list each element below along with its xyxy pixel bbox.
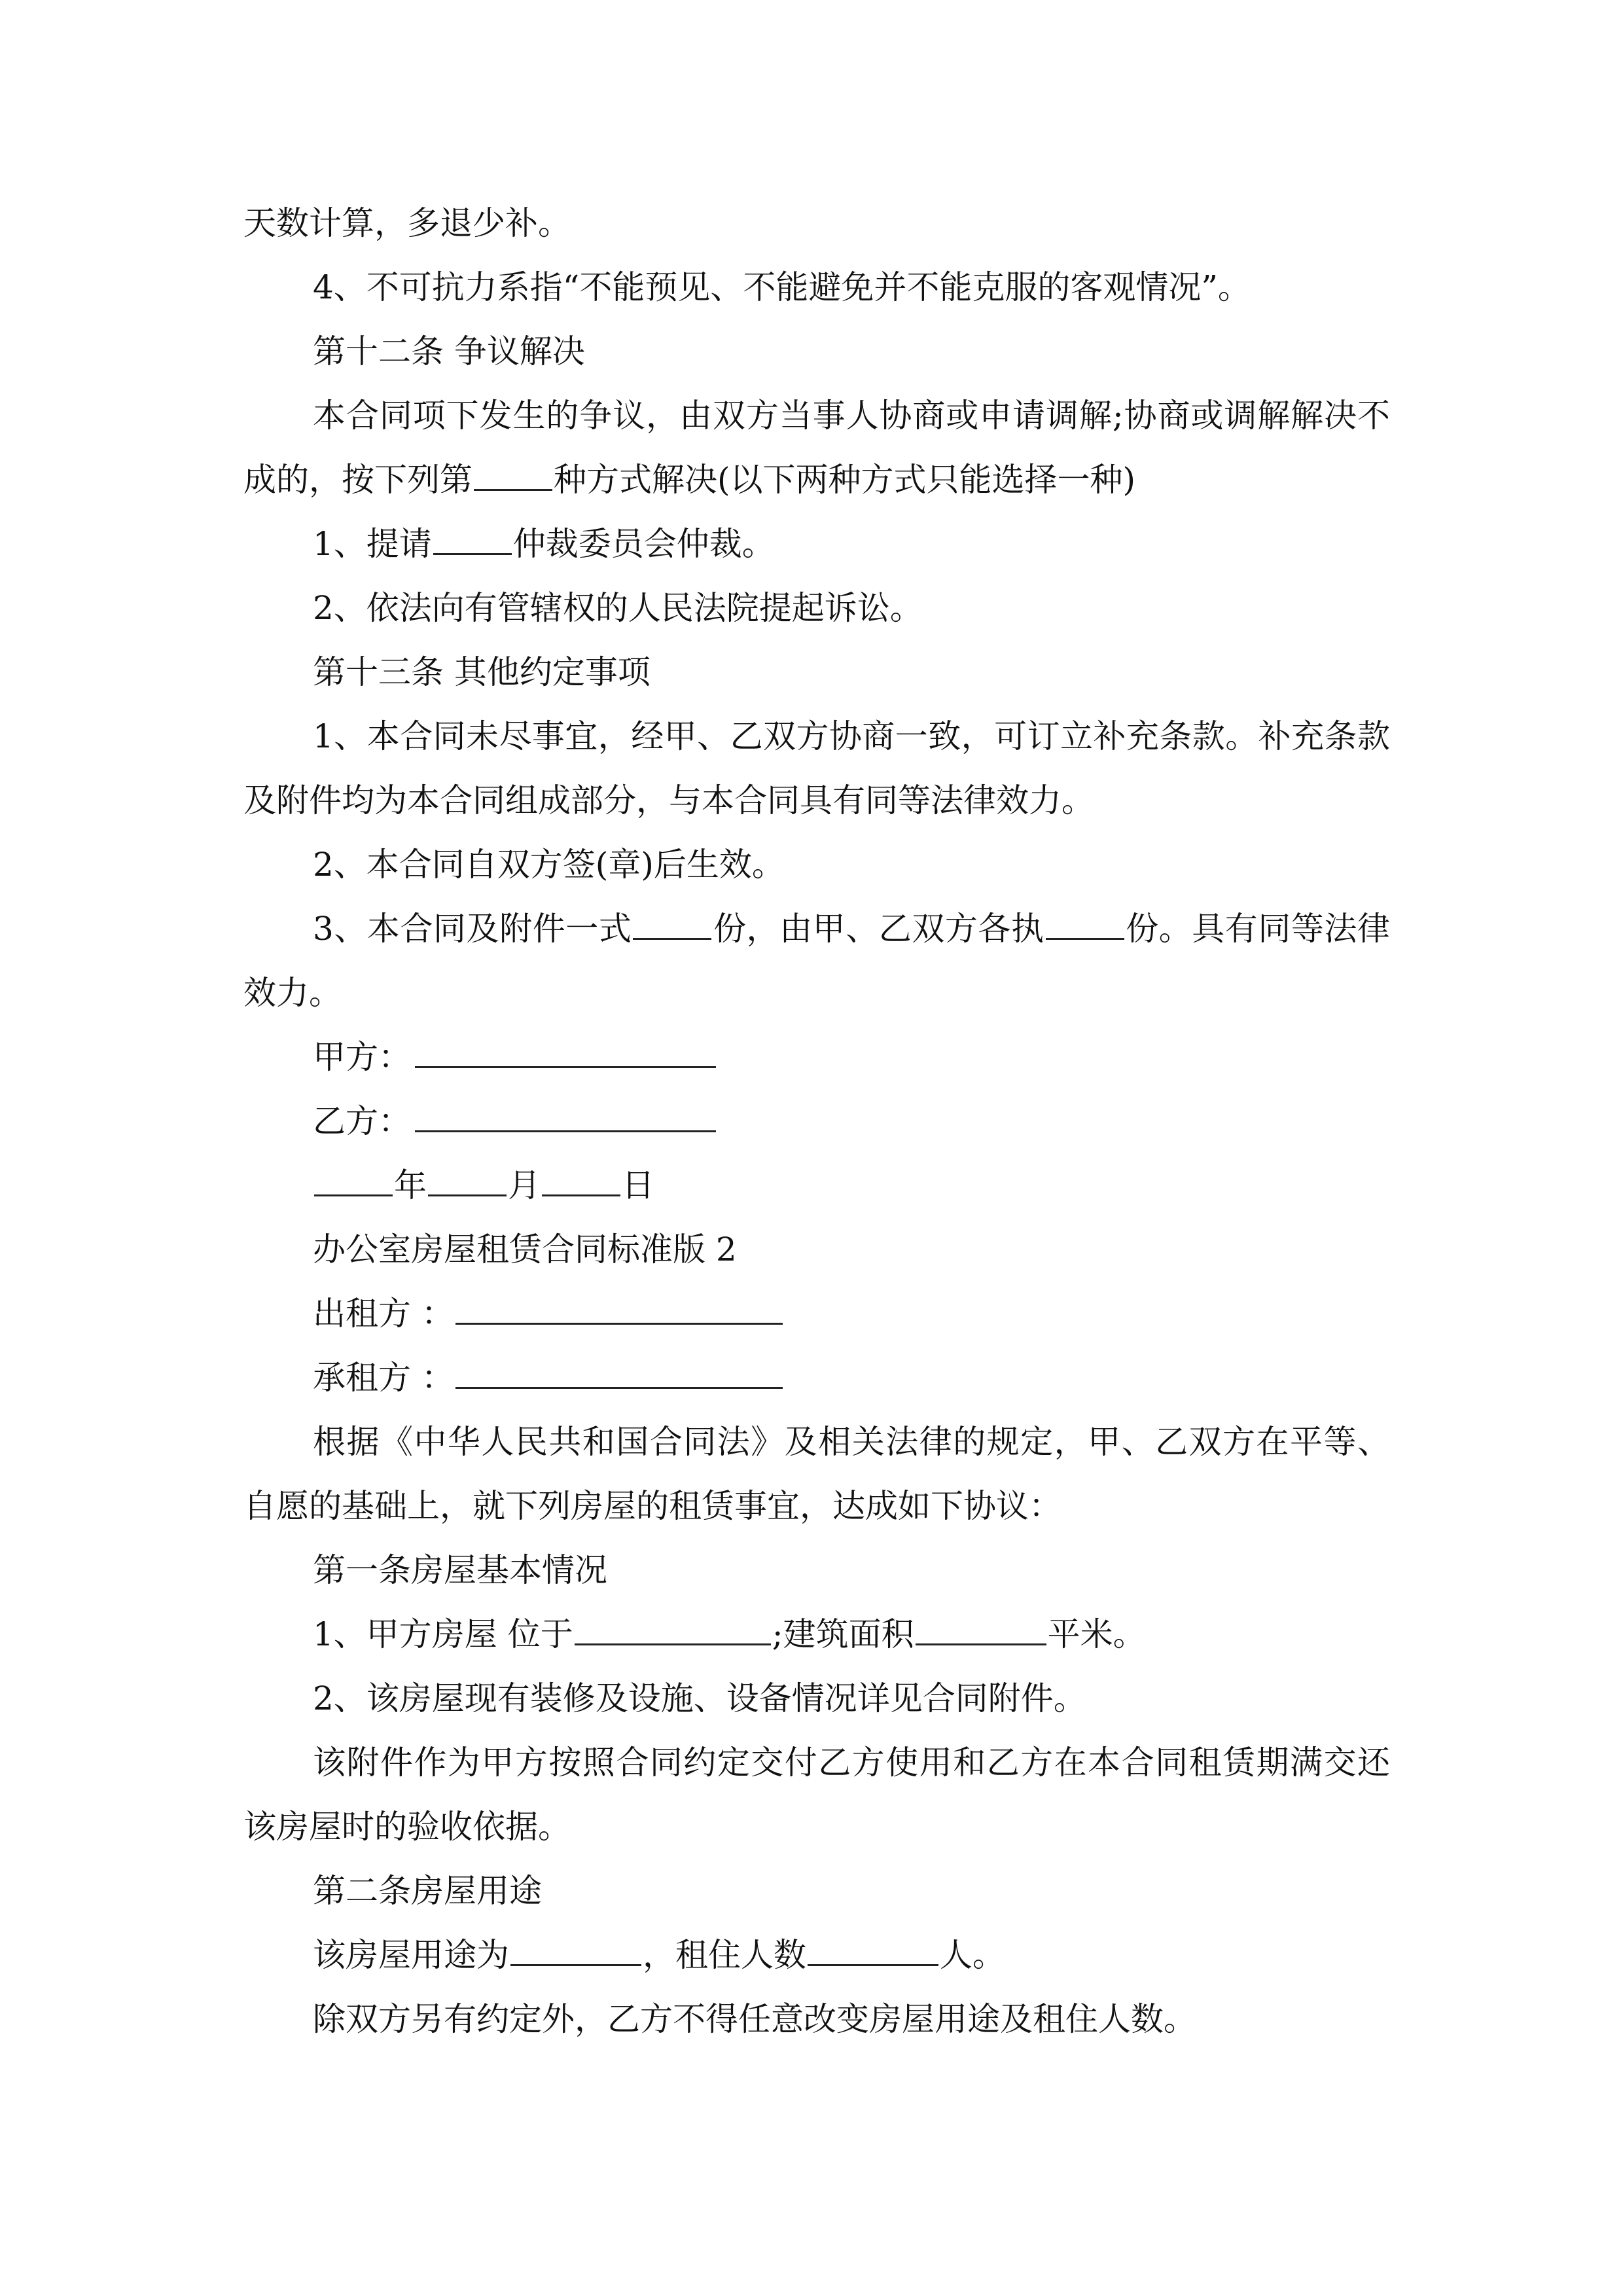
- paragraph-facilities: 2、该房屋现有装修及设施、设备情况详见合同附件。: [313, 1679, 1086, 1717]
- lessee-label: 承租方 ：: [313, 1359, 454, 1397]
- copies-text-c: 份。具有同等法律效力。: [243, 910, 1391, 1012]
- arbitration-text-b: 仲裁委员会仲裁。: [512, 525, 775, 563]
- lessor-label: 出租方 ：: [313, 1295, 454, 1333]
- party-b-signature-field[interactable]: [415, 1100, 716, 1132]
- paragraph-force-majeure: 4、不可抗力系指“不能预见、不能避免并不能克服的客观情况”。: [313, 268, 1251, 306]
- paragraph-preamble: 根据《中华人民共和国合同法》及相关法律的规定，甲、乙双方在平等、自愿的基础上，就下列房屋的租赁事宜，达成如下协议：: [243, 1423, 1390, 1525]
- blank-area[interactable]: [916, 1613, 1046, 1645]
- contract-2-title: 办公室房屋租赁合同标准版 2: [313, 1230, 737, 1268]
- lessor-line: [243, 1282, 1390, 1346]
- dispute-text-b: 种方式解决(以下两种方式只能选择一种): [554, 461, 1136, 499]
- party-a-signature-field[interactable]: [415, 1036, 716, 1068]
- copies-text-a: 3、本合同及附件一式: [313, 910, 632, 948]
- blank-usage[interactable]: [510, 1934, 641, 1966]
- paragraph-effective: 2、本合同自双方签(章)后生效。: [313, 846, 785, 884]
- date-month-label: 月: [508, 1166, 541, 1204]
- lessee-field[interactable]: [455, 1357, 783, 1389]
- date-year-label: 年: [394, 1166, 427, 1204]
- contract-body: [243, 191, 1390, 2051]
- lessee-line: [243, 1346, 1390, 1410]
- date-line: [243, 1153, 1390, 1217]
- blank-each-copies[interactable]: [1046, 908, 1124, 940]
- lessor-field[interactable]: [455, 1293, 783, 1325]
- article-12-heading: 第十二条 争议解决: [313, 332, 585, 370]
- paragraph-usage: [243, 1923, 1390, 1987]
- usage-text-a: 该房屋用途为: [313, 1936, 509, 1974]
- blank-year[interactable]: [314, 1164, 393, 1196]
- paragraph-arbitration: [243, 512, 1390, 576]
- blank-occupants[interactable]: [808, 1934, 938, 1966]
- copies-text-b: 份，由甲、乙双方各执: [713, 910, 1044, 948]
- paragraph-location: [243, 1602, 1390, 1666]
- paragraph-refund: 天数计算，多退少补。: [243, 204, 571, 242]
- article-1-heading: 第一条房屋基本情况: [313, 1551, 607, 1589]
- blank-day[interactable]: [542, 1164, 620, 1196]
- arbitration-text-a: 1、提请: [313, 525, 432, 563]
- dispute-text-a: 本合同项下发生的争议，由双方当事人协商或申请调解;协商或调解解决不成的，按下列第: [243, 397, 1390, 499]
- location-text-b: ;建筑面积: [772, 1615, 914, 1653]
- paragraph-dispute: [243, 384, 1390, 512]
- party-a-label: 甲方：: [313, 1038, 411, 1076]
- blank-total-copies[interactable]: [633, 908, 711, 940]
- usage-text-b: ，租住人数: [643, 1936, 806, 1974]
- party-b-line: [243, 1089, 1390, 1153]
- paragraph-litigation: 2、依法向有管辖权的人民法院提起诉讼。: [313, 589, 923, 627]
- usage-text-c: 人。: [940, 1936, 1005, 1974]
- party-a-line: [243, 1025, 1390, 1089]
- paragraph-attachment: 该附件作为甲方按照合同约定交付乙方使用和乙方在本合同租赁期满交还该房屋时的验收依据。: [243, 1744, 1390, 1846]
- paragraph-copies: [243, 897, 1390, 1025]
- location-text-c: 平米。: [1047, 1615, 1146, 1653]
- date-day-label: 日: [622, 1166, 654, 1204]
- blank-month[interactable]: [428, 1164, 507, 1196]
- article-13-heading: 第十三条 其他约定事项: [313, 653, 651, 691]
- party-b-label: 乙方：: [313, 1102, 411, 1140]
- location-text-a: 1、甲方房屋 位于: [313, 1615, 573, 1653]
- blank-arbitration-committee[interactable]: [433, 523, 512, 555]
- article-2-heading: 第二条房屋用途: [313, 1872, 542, 1910]
- blank-method-number[interactable]: [474, 459, 552, 491]
- paragraph-supplement: 1、本合同未尽事宜，经甲、乙双方协商一致，可订立补充条款。补充条款及附件均为本合同组成部分，与本合同具有同等法律效力。: [243, 717, 1390, 819]
- paragraph-usage-restriction: 除双方另有约定外，乙方不得任意改变房屋用途及租住人数。: [313, 2000, 1196, 2038]
- blank-location[interactable]: [575, 1613, 771, 1645]
